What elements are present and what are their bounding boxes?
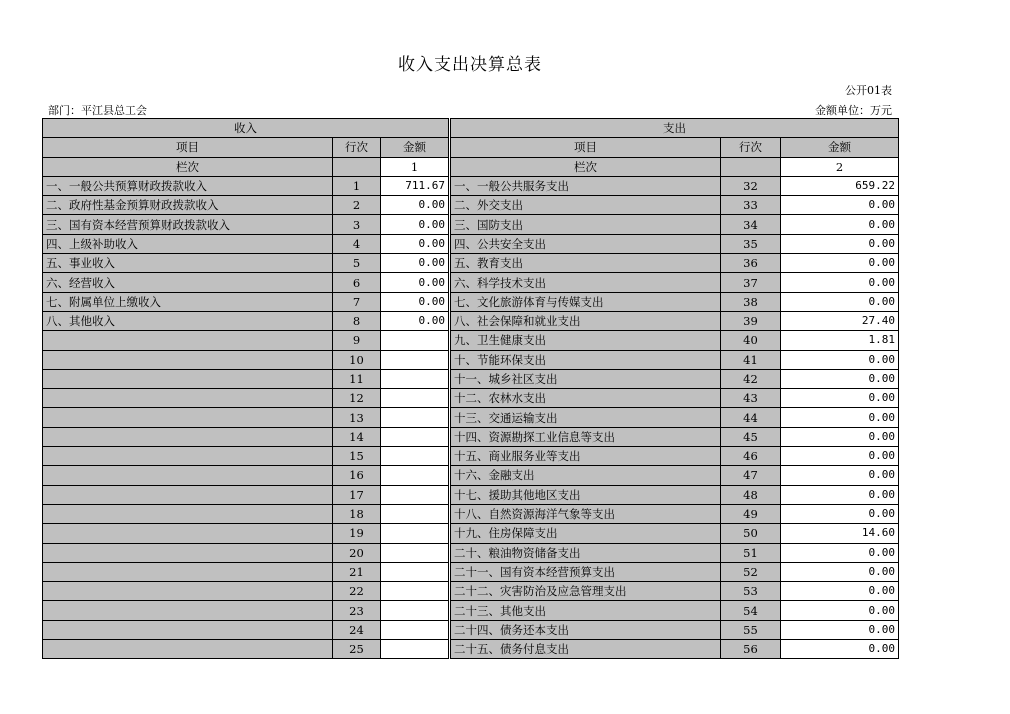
expense-item-cell: 十二、农林水支出 (451, 389, 721, 408)
table-row (43, 311, 899, 330)
expense-rowno-cell: 51 (721, 543, 781, 562)
expense-item-cell: 十四、资源勘探工业信息等支出 (451, 427, 721, 446)
expense-amount-cell: 0.00 (781, 369, 899, 388)
expense-amount-cell: 0.00 (781, 389, 899, 408)
income-amount-cell: 0.00 (381, 196, 449, 215)
expense-amount-cell: 0.00 (781, 485, 899, 504)
expense-amount-cell: 0.00 (781, 215, 899, 234)
expense-amount-cell: 0.00 (781, 562, 899, 581)
income-amount-cell: 0.00 (381, 215, 449, 234)
income-rowno-cell: 16 (333, 466, 381, 485)
income-rowno-cell: 12 (333, 389, 381, 408)
income-rowno-cell: 10 (333, 350, 381, 369)
income-item-cell (43, 485, 333, 504)
income-amount-cell: 0.00 (381, 311, 449, 330)
expense-item-cell: 八、社会保障和就业支出 (451, 311, 721, 330)
income-item-cell (43, 427, 333, 446)
expense-rowno-cell: 45 (721, 427, 781, 446)
amount-unit-label: 金额单位：万元 (815, 104, 892, 117)
expense-amount-cell: 0.00 (781, 466, 899, 485)
expense-column-index: 2 (781, 157, 899, 176)
income-amount-cell (381, 562, 449, 581)
table-body (43, 176, 899, 658)
expense-rowno-cell: 36 (721, 254, 781, 273)
income-rowno-cell: 22 (333, 582, 381, 601)
income-amount-cell (381, 485, 449, 504)
income-rowno-cell: 4 (333, 234, 381, 253)
expense-item-cell: 十七、援助其他地区支出 (451, 485, 721, 504)
income-rowno-cell: 21 (333, 562, 381, 581)
expense-rowno-cell: 42 (721, 369, 781, 388)
table-row (43, 234, 899, 253)
expense-amount-cell: 0.00 (781, 408, 899, 427)
expense-amount-cell: 0.00 (781, 273, 899, 292)
income-amount-cell (381, 504, 449, 523)
expense-rowno-cell: 43 (721, 389, 781, 408)
expense-item-header: 项目 (451, 138, 721, 157)
table-row (43, 466, 899, 485)
income-item-cell (43, 543, 333, 562)
income-amount-cell: 0.00 (381, 254, 449, 273)
expense-amount-header: 金额 (781, 138, 899, 157)
expense-rowno-cell: 38 (721, 292, 781, 311)
expense-rowno-cell: 48 (721, 485, 781, 504)
expense-item-cell: 十一、城乡社区支出 (451, 369, 721, 388)
expense-amount-cell: 0.00 (781, 504, 899, 523)
expense-column-label: 栏次 (451, 157, 721, 176)
expense-amount-cell: 0.00 (781, 640, 899, 659)
income-amount-cell: 0.00 (381, 292, 449, 311)
income-item-cell (43, 389, 333, 408)
income-item-cell: 二、政府性基金预算财政拨款收入 (43, 196, 333, 215)
expense-rowno-cell: 34 (721, 215, 781, 234)
income-item-cell (43, 504, 333, 523)
income-item-cell: 八、其他收入 (43, 311, 333, 330)
expense-amount-cell: 14.60 (781, 524, 899, 543)
income-expense-table (42, 118, 899, 659)
expense-rowno-cell: 55 (721, 620, 781, 639)
income-item-cell (43, 408, 333, 427)
expense-rowno-header: 行次 (721, 138, 781, 157)
expense-rowno-cell: 39 (721, 311, 781, 330)
expense-rowno-cell: 37 (721, 273, 781, 292)
table-row (43, 524, 899, 543)
table-row (43, 447, 899, 466)
income-amount-cell (381, 389, 449, 408)
income-item-cell (43, 582, 333, 601)
expense-item-cell: 二十二、灾害防治及应急管理支出 (451, 582, 721, 601)
income-amount-cell (381, 427, 449, 446)
income-column-index: 1 (381, 157, 449, 176)
income-amount-cell (381, 408, 449, 427)
expense-amount-cell: 0.00 (781, 292, 899, 311)
table-row (43, 389, 899, 408)
income-item-cell: 七、附属单位上缴收入 (43, 292, 333, 311)
income-item-cell (43, 562, 333, 581)
header-row-columns (43, 138, 899, 157)
income-rowno-cell: 9 (333, 331, 381, 350)
income-rowno-cell: 23 (333, 601, 381, 620)
expense-rowno-cell: 54 (721, 601, 781, 620)
table-row (43, 254, 899, 273)
table-row (43, 176, 899, 195)
expense-item-cell: 二十一、国有资本经营预算支出 (451, 562, 721, 581)
income-amount-cell: 0.00 (381, 234, 449, 253)
expense-item-cell: 一、一般公共服务支出 (451, 176, 721, 195)
income-item-cell (43, 369, 333, 388)
income-item-cell (43, 331, 333, 350)
form-code: 公开01表 (845, 84, 892, 97)
income-rowno-cell: 14 (333, 427, 381, 446)
expense-rowno-cell: 56 (721, 640, 781, 659)
expense-amount-cell: 1.81 (781, 331, 899, 350)
expense-rowno-cell: 52 (721, 562, 781, 581)
expense-rowno-cell: 35 (721, 234, 781, 253)
expense-amount-cell: 0.00 (781, 234, 899, 253)
expense-amount-cell: 0.00 (781, 427, 899, 446)
income-section-header: 收入 (43, 119, 449, 138)
income-amount-cell (381, 331, 449, 350)
income-amount-cell (381, 524, 449, 543)
expense-rowno-cell: 41 (721, 350, 781, 369)
income-amount-cell (381, 466, 449, 485)
income-rowno-cell: 11 (333, 369, 381, 388)
income-rowno-header: 行次 (333, 138, 381, 157)
expense-item-cell: 三、国防支出 (451, 215, 721, 234)
income-rowno-cell: 8 (333, 311, 381, 330)
income-amount-cell (381, 447, 449, 466)
income-amount-cell (381, 369, 449, 388)
income-column-label: 栏次 (43, 157, 333, 176)
expense-item-cell: 十三、交通运输支出 (451, 408, 721, 427)
table-row (43, 601, 899, 620)
expense-item-cell: 二、外交支出 (451, 196, 721, 215)
table-row (43, 562, 899, 581)
income-amount-cell (381, 640, 449, 659)
income-item-cell: 四、上级补助收入 (43, 234, 333, 253)
expense-rowno-cell: 33 (721, 196, 781, 215)
expense-rowno-cell: 49 (721, 504, 781, 523)
report-title: 收入支出决算总表 (398, 55, 542, 75)
income-item-cell: 三、国有资本经营预算财政拨款收入 (43, 215, 333, 234)
expense-rowno-cell: 46 (721, 447, 781, 466)
income-item-cell: 一、一般公共预算财政拨款收入 (43, 176, 333, 195)
department-label: 部门：平江县总工会 (48, 104, 147, 117)
table-row (43, 582, 899, 601)
header-row-section (43, 119, 899, 138)
expense-item-cell: 二十三、其他支出 (451, 601, 721, 620)
income-rowno-cell: 25 (333, 640, 381, 659)
income-item-cell (43, 466, 333, 485)
expense-amount-cell: 0.00 (781, 582, 899, 601)
income-amount-header: 金额 (381, 138, 449, 157)
income-rowno-cell: 15 (333, 447, 381, 466)
income-item-header: 项目 (43, 138, 333, 157)
income-rowno-cell: 1 (333, 176, 381, 195)
expense-amount-cell: 0.00 (781, 543, 899, 562)
table-row (43, 331, 899, 350)
expense-rowno-cell: 47 (721, 466, 781, 485)
income-rowno-cell: 2 (333, 196, 381, 215)
expense-item-cell: 十九、住房保障支出 (451, 524, 721, 543)
expense-item-cell: 二十五、债务付息支出 (451, 640, 721, 659)
table-row (43, 273, 899, 292)
expense-rowno-cell: 50 (721, 524, 781, 543)
expense-item-cell: 九、卫生健康支出 (451, 331, 721, 350)
income-rowno-cell: 7 (333, 292, 381, 311)
table-row (43, 640, 899, 659)
table-row (43, 427, 899, 446)
expense-amount-cell: 0.00 (781, 447, 899, 466)
income-amount-cell (381, 601, 449, 620)
income-amount-cell: 0.00 (381, 273, 449, 292)
expense-rowno-cell: 44 (721, 408, 781, 427)
income-amount-cell (381, 350, 449, 369)
expense-item-cell: 十六、金融支出 (451, 466, 721, 485)
expense-amount-cell: 659.22 (781, 176, 899, 195)
income-rowno-cell: 5 (333, 254, 381, 273)
table-row (43, 504, 899, 523)
table-row (43, 620, 899, 639)
income-item-cell: 五、事业收入 (43, 254, 333, 273)
expense-amount-cell: 0.00 (781, 254, 899, 273)
income-item-cell (43, 447, 333, 466)
expense-amount-cell: 0.00 (781, 196, 899, 215)
income-rowno-cell: 24 (333, 620, 381, 639)
table-row (43, 543, 899, 562)
expense-amount-cell: 0.00 (781, 601, 899, 620)
expense-item-cell: 六、科学技术支出 (451, 273, 721, 292)
expense-rowno-cell: 40 (721, 331, 781, 350)
expense-item-cell: 十五、商业服务业等支出 (451, 447, 721, 466)
income-item-cell: 六、经营收入 (43, 273, 333, 292)
expense-section-header: 支出 (451, 119, 899, 138)
table-row (43, 215, 899, 234)
income-amount-cell (381, 620, 449, 639)
income-item-cell (43, 620, 333, 639)
table-row (43, 485, 899, 504)
expense-amount-cell: 0.00 (781, 350, 899, 369)
table-row (43, 292, 899, 311)
income-item-cell (43, 350, 333, 369)
income-item-cell (43, 524, 333, 543)
income-item-cell (43, 640, 333, 659)
table-row (43, 196, 899, 215)
income-rowno-cell: 20 (333, 543, 381, 562)
income-amount-cell: 711.67 (381, 176, 449, 195)
income-item-cell (43, 601, 333, 620)
expense-item-cell: 二十四、债务还本支出 (451, 620, 721, 639)
expense-item-cell: 十八、自然资源海洋气象等支出 (451, 504, 721, 523)
income-rowno-cell: 6 (333, 273, 381, 292)
income-amount-cell (381, 543, 449, 562)
expense-amount-cell: 0.00 (781, 620, 899, 639)
expense-item-cell: 二十、粮油物资储备支出 (451, 543, 721, 562)
expense-amount-cell: 27.40 (781, 311, 899, 330)
header-row-column-index (43, 157, 899, 176)
expense-item-cell: 四、公共安全支出 (451, 234, 721, 253)
expense-item-cell: 十、节能环保支出 (451, 350, 721, 369)
expense-rowno-cell: 53 (721, 582, 781, 601)
table-row (43, 369, 899, 388)
income-rowno-cell: 18 (333, 504, 381, 523)
expense-item-cell: 七、文化旅游体育与传媒支出 (451, 292, 721, 311)
expense-rowno-cell: 32 (721, 176, 781, 195)
expense-item-cell: 五、教育支出 (451, 254, 721, 273)
income-rowno-cell: 13 (333, 408, 381, 427)
income-amount-cell (381, 582, 449, 601)
income-rowno-cell: 17 (333, 485, 381, 504)
table-row (43, 350, 899, 369)
income-rowno-cell: 19 (333, 524, 381, 543)
table-row (43, 408, 899, 427)
income-rowno-cell: 3 (333, 215, 381, 234)
